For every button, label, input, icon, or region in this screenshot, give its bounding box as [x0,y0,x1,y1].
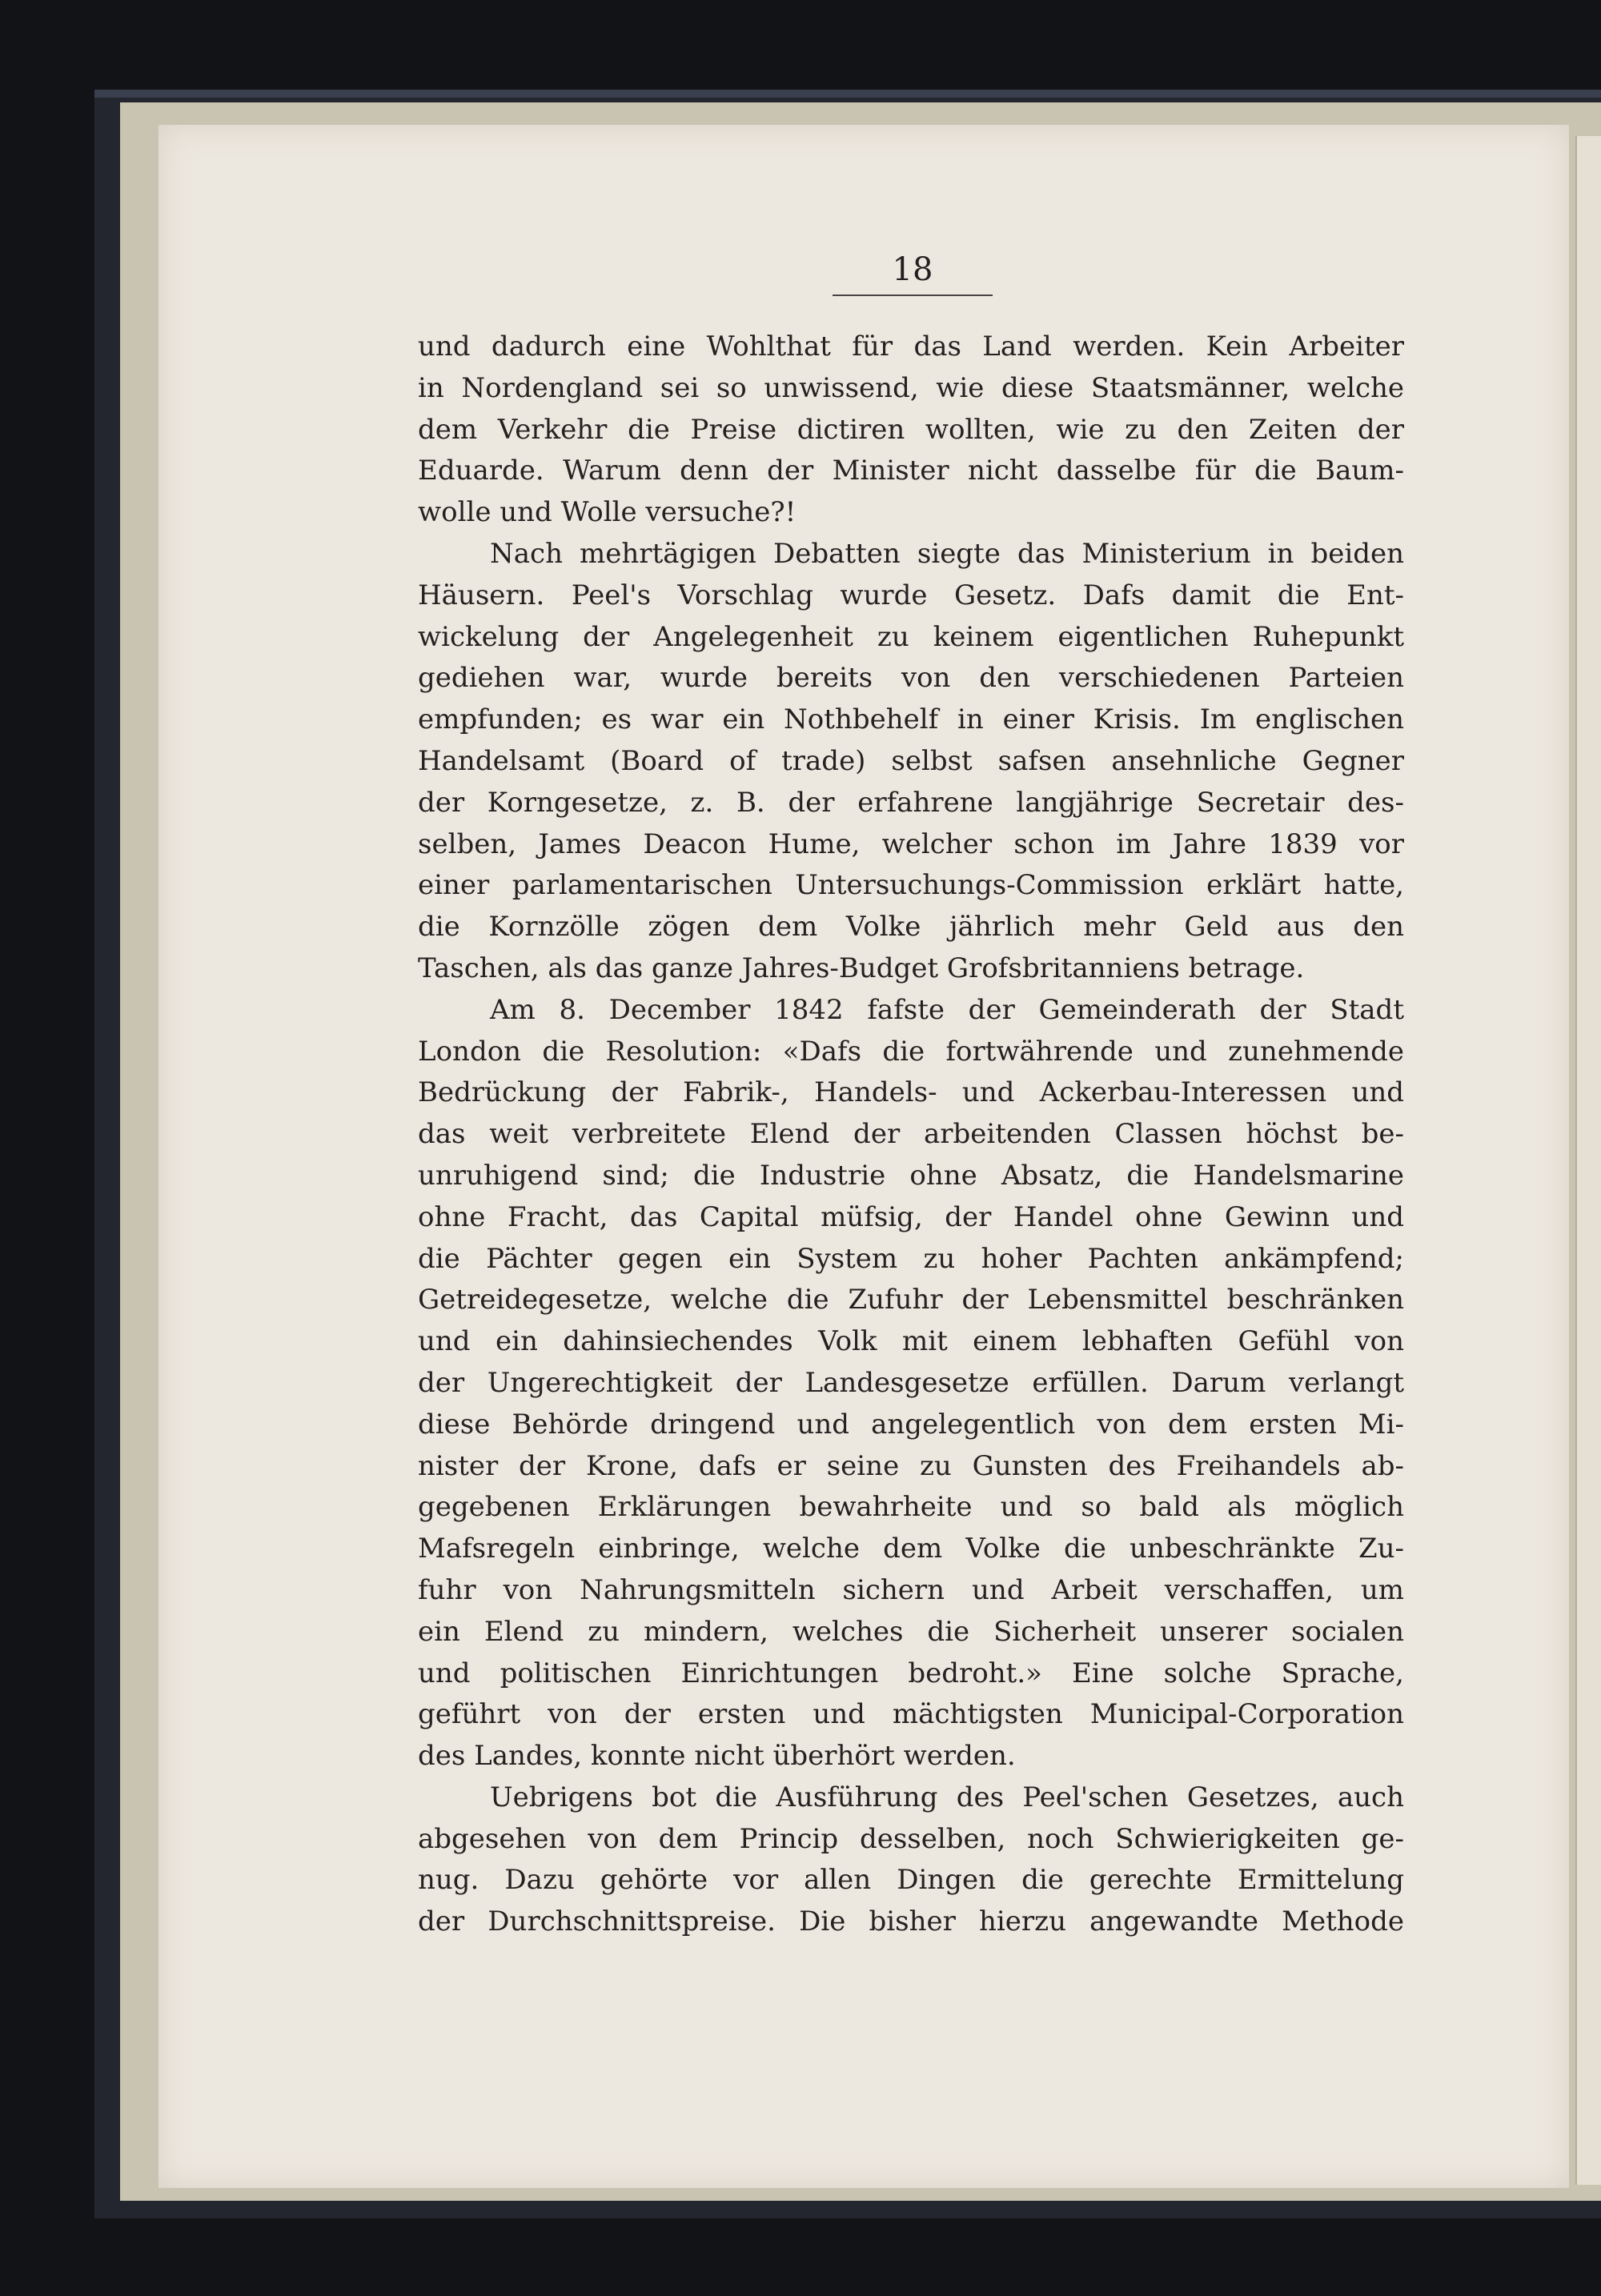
text-line: geführt von der ersten und mächtigsten Municipal-Corporation [418,1698,1404,1731]
text-line: abgesehen von dem Princip desselben, noch Schwierigkeiten ge- [418,1822,1404,1855]
text-line: Handelsamt (Board of trade) selbst safsen ansehnliche Gegner [418,744,1404,777]
text-line: selben, James Deacon Hume, welcher schon im Jahre 1839 vor [418,827,1404,860]
text-line: der Korngesetze, z. B. der erfahrene langjährige Secretair des- [418,786,1404,819]
text-line: die Pächter gegen ein System zu hoher Pachten ankämpfend; [418,1242,1404,1275]
text-line: diese Behörde dringend und angelegentlich von dem ersten Mi- [418,1408,1404,1441]
text-line: der Ungerechtigkeit der Landesgesetze erfüllen. Darum verlangt [418,1366,1404,1399]
text-line: und politischen Einrichtungen bedroht.» Eine solche Sprache, [418,1657,1404,1689]
text-line: Eduarde. Warum denn der Minister nicht dasselbe für die Baum- [418,455,1404,487]
text-line: die Kornzölle zögen dem Volke jährlich mehr Geld aus den [418,911,1404,944]
text-line: gegebenen Erklärungen bewahrheite und so bald als möglich [418,1491,1404,1524]
page-text [418,327,1404,1943]
text-line: empfunden; es war ein Nothbehelf in einer Krisis. Im englischen [418,703,1404,736]
text-line: in Nordengland sei so unwissend, wie diese Staatsmänner, welche [418,371,1404,404]
text-line: Getreidegesetze, welche die Zufuhr der Lebensmittel beschränken [418,1284,1404,1316]
text-line: Taschen, als das ganze Jahres-Budget Grofsbritanniens betrage. [418,952,1305,984]
text-line: Nach mehrtägigen Debatten siegte das Ministerium in beiden [490,537,1404,570]
text-line: dem Verkehr die Preise dictiren wollten, wie zu den Zeiten der [418,413,1404,446]
text-line: fuhr von Nahrungsmitteln sichern und Arbeit verschaffen, um [418,1573,1404,1606]
text-line: Mafsregeln einbringe, welche dem Volke die unbeschränkte Zu- [418,1533,1404,1565]
text-line: Am 8. December 1842 fafste der Gemeinderath der Stadt [490,993,1404,1026]
text-line: Uebrigens bot die Ausführung des Peel'schen Gesetzes, auch [490,1781,1404,1813]
page-number: 18 [892,251,933,288]
text-line: wickelung der Angelegenheit zu keinem eigentlichen Ruhepunkt [418,620,1404,653]
text-line: unruhigend sind; die Industrie ohne Absatz, die Handelsmarine [418,1159,1404,1192]
text-line: das weit verbreitete Elend der arbeitenden Classen höchst be- [418,1118,1404,1151]
page-number-rule [833,295,993,296]
text-line: und dadurch eine Wohlthat für das Land werden. Kein Arbeiter [418,331,1404,363]
text-line: wolle und Wolle versuche?! [418,496,796,529]
text-line: nug. Dazu gehörte vor allen Dingen die gerechte Ermittelung [418,1864,1404,1897]
text-line: der Durchschnittspreise. Die bisher hierzu angewandte Methode [418,1905,1404,1938]
text-line: ohne Fracht, das Capital müfsig, der Handel ohne Gewinn und [418,1200,1404,1233]
text-line: gediehen war, wurde bereits von den verschiedenen Parteien [418,662,1404,695]
text-line: und ein dahinsiechendes Volk mit einem lebhaften Gefühl von [418,1325,1404,1358]
text-line: des Landes, konnte nicht überhört werden. [418,1740,1016,1773]
text-line: nister der Krone, dafs er seine zu Gunsten des Freihandels ab- [418,1449,1404,1482]
text-line: ein Elend zu mindern, welches die Sicherheit unserer socialen [418,1615,1404,1648]
text-line: Häusern. Peel's Vorschlag wurde Gesetz. Dafs damit die Ent- [418,579,1404,611]
next-page-edge [1575,136,1601,2185]
text-line: London die Resolution: «Dafs die fortwährende und zunehmende [418,1035,1404,1068]
text-line: einer parlamentarischen Untersuchungs-Commission erklärt hatte, [418,869,1404,902]
text-line: Bedrückung der Fabrik-, Handels- und Ackerbau-Interessen und [418,1076,1404,1109]
